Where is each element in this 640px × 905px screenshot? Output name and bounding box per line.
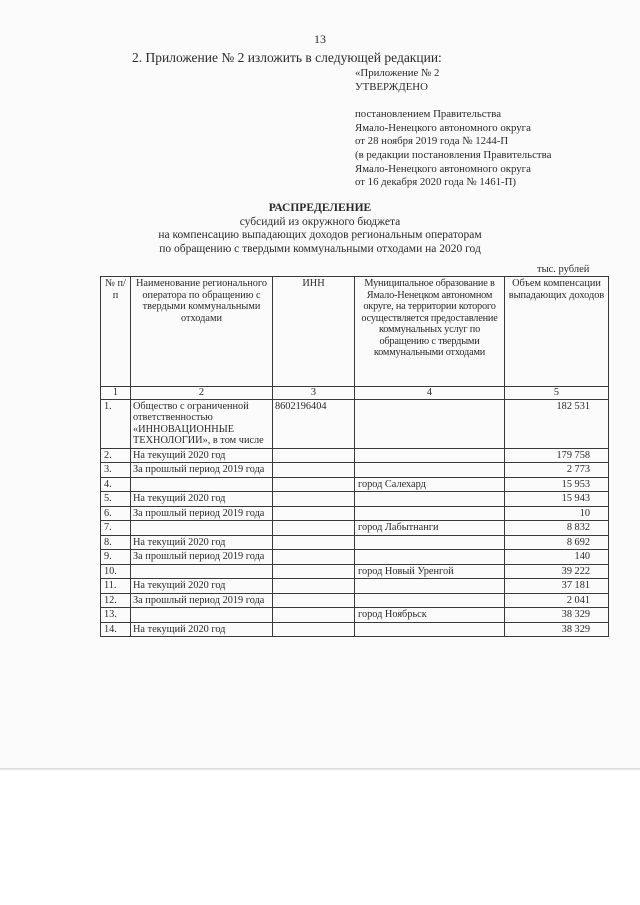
document-title bbox=[0, 202, 640, 256]
row-municipality: город Лабытнанги bbox=[355, 521, 505, 536]
units-label: тыс. рублей bbox=[537, 264, 590, 275]
row-name bbox=[131, 477, 273, 492]
row-inn bbox=[273, 463, 355, 478]
row-inn bbox=[273, 550, 355, 565]
row-inn bbox=[273, 506, 355, 521]
table-row bbox=[101, 506, 609, 521]
row-name: На текущий 2020 год bbox=[131, 622, 273, 637]
row-amount: 10 bbox=[505, 506, 609, 521]
row-number: 1. bbox=[101, 399, 131, 448]
title-line-2: на компенсацию выпадающих доходов региональным операторам bbox=[158, 229, 482, 241]
approval-line-5: от 28 ноября 2019 года № 1244-П bbox=[355, 135, 509, 148]
row-municipality bbox=[355, 622, 505, 637]
row-name bbox=[131, 608, 273, 623]
table-row bbox=[101, 550, 609, 565]
approval-line-7: Ямало-Ненецкого автономного округа bbox=[355, 162, 531, 175]
row-inn bbox=[273, 448, 355, 463]
row-name: За прошлый период 2019 года bbox=[131, 463, 273, 478]
row-number: 7. bbox=[101, 521, 131, 536]
approval-line-8: от 16 декабря 2020 года № 1461-П) bbox=[355, 176, 516, 189]
row-number: 3. bbox=[101, 463, 131, 478]
row-name bbox=[131, 521, 273, 536]
row-name: На текущий 2020 год bbox=[131, 535, 273, 550]
row-amount: 15 953 bbox=[505, 477, 609, 492]
row-amount: 15 943 bbox=[505, 492, 609, 507]
row-inn bbox=[273, 564, 355, 579]
row-name bbox=[131, 564, 273, 579]
row-inn bbox=[273, 622, 355, 637]
row-amount: 39 222 bbox=[505, 564, 609, 579]
approval-line-3: постановлением Правительства bbox=[355, 108, 502, 121]
row-number: 10. bbox=[101, 564, 131, 579]
table-row bbox=[101, 593, 609, 608]
row-inn bbox=[273, 593, 355, 608]
row-inn: 8602196404 bbox=[273, 399, 355, 448]
row-municipality: город Новый Уренгой bbox=[355, 564, 505, 579]
row-name: На текущий 2020 год bbox=[131, 492, 273, 507]
row-municipality bbox=[355, 506, 505, 521]
title-heading: РАСПРЕДЕЛЕНИЕ bbox=[268, 202, 372, 214]
row-number: 12. bbox=[101, 593, 131, 608]
row-municipality bbox=[355, 463, 505, 478]
index-cell: 5 bbox=[505, 387, 609, 400]
distribution-table bbox=[100, 276, 609, 637]
row-name: За прошлый период 2019 года bbox=[131, 506, 273, 521]
header-number: № п/п bbox=[101, 277, 131, 387]
row-amount: 140 bbox=[505, 550, 609, 565]
row-inn bbox=[273, 608, 355, 623]
table-row bbox=[101, 463, 609, 478]
row-municipality bbox=[355, 550, 505, 565]
table-row bbox=[101, 535, 609, 550]
row-amount: 38 329 bbox=[505, 622, 609, 637]
instruction-text: 2. Приложение № 2 изложить в следующей редакции: bbox=[132, 50, 442, 65]
row-number: 2. bbox=[101, 448, 131, 463]
row-amount: 37 181 bbox=[505, 579, 609, 594]
page-edge bbox=[0, 768, 640, 771]
row-amount: 179 758 bbox=[505, 448, 609, 463]
approval-line-4: Ямало-Ненецкого автономного округа bbox=[355, 121, 531, 134]
approval-line-6: (в редакции постановления Правительства bbox=[355, 148, 552, 161]
index-cell: 2 bbox=[131, 387, 273, 400]
row-name: За прошлый период 2019 года bbox=[131, 593, 273, 608]
row-municipality bbox=[355, 579, 505, 594]
row-name: На текущий 2020 год bbox=[131, 448, 273, 463]
row-amount: 2 041 bbox=[505, 593, 609, 608]
table-row bbox=[101, 492, 609, 507]
table-index-row bbox=[101, 387, 609, 400]
row-name: На текущий 2020 год bbox=[131, 579, 273, 594]
row-inn bbox=[273, 579, 355, 594]
header-inn: ИНН bbox=[273, 277, 355, 387]
table-row bbox=[101, 477, 609, 492]
page-number: 13 bbox=[314, 32, 326, 46]
row-amount: 8 692 bbox=[505, 535, 609, 550]
row-number: 6. bbox=[101, 506, 131, 521]
row-inn bbox=[273, 492, 355, 507]
table-row bbox=[101, 608, 609, 623]
row-inn bbox=[273, 477, 355, 492]
row-amount: 8 832 bbox=[505, 521, 609, 536]
table-row bbox=[101, 399, 609, 448]
row-number: 14. bbox=[101, 622, 131, 637]
header-compensation: Объем компенсации выпадающих доходов bbox=[505, 277, 609, 387]
title-line-1: субсидий из окружного бюджета bbox=[239, 215, 401, 228]
table-row bbox=[101, 448, 609, 463]
row-municipality bbox=[355, 593, 505, 608]
row-inn bbox=[273, 521, 355, 536]
row-number: 13. bbox=[101, 608, 131, 623]
title-line-3: по обращению с твердыми коммунальными отходами на 2020 год bbox=[159, 242, 481, 255]
row-number: 4. bbox=[101, 477, 131, 492]
row-name: Общество с ограниченной ответственностью «ИННОВАЦИОННЫЕ ТЕХНОЛОГИИ», в том числе bbox=[131, 399, 273, 448]
row-amount: 182 531 bbox=[505, 399, 609, 448]
row-amount: 38 329 bbox=[505, 608, 609, 623]
approval-line-1: «Приложение № 2 bbox=[355, 67, 440, 79]
row-municipality bbox=[355, 399, 505, 448]
approval-stamp bbox=[355, 67, 551, 190]
header-operator-name: Наименование регионального оператора по обращению с твердыми коммунальными отходами bbox=[131, 277, 273, 387]
row-municipality: город Салехард bbox=[355, 477, 505, 492]
table-row bbox=[101, 579, 609, 594]
row-municipality bbox=[355, 448, 505, 463]
row-number: 5. bbox=[101, 492, 131, 507]
approval-line-2: УТВЕРЖДЕНО bbox=[355, 80, 428, 93]
header-municipality: Муниципальное образование в Ямало-Ненецком автономном округе, на территории которого осуществляется предоставление коммунальных услуг по обращению с твердыми коммунальными отходами bbox=[355, 277, 505, 387]
row-number: 11. bbox=[101, 579, 131, 594]
row-number: 8. bbox=[101, 535, 131, 550]
row-number: 9. bbox=[101, 550, 131, 565]
table-header-row bbox=[101, 277, 609, 387]
row-municipality: город Ноябрьск bbox=[355, 608, 505, 623]
row-amount: 2 773 bbox=[505, 463, 609, 478]
table-row bbox=[101, 622, 609, 637]
row-name: За прошлый период 2019 года bbox=[131, 550, 273, 565]
row-municipality bbox=[355, 535, 505, 550]
index-cell: 3 bbox=[273, 387, 355, 400]
index-cell: 4 bbox=[355, 387, 505, 400]
table-row bbox=[101, 521, 609, 536]
row-inn bbox=[273, 535, 355, 550]
row-municipality bbox=[355, 492, 505, 507]
table-row bbox=[101, 564, 609, 579]
index-cell: 1 bbox=[101, 387, 131, 400]
